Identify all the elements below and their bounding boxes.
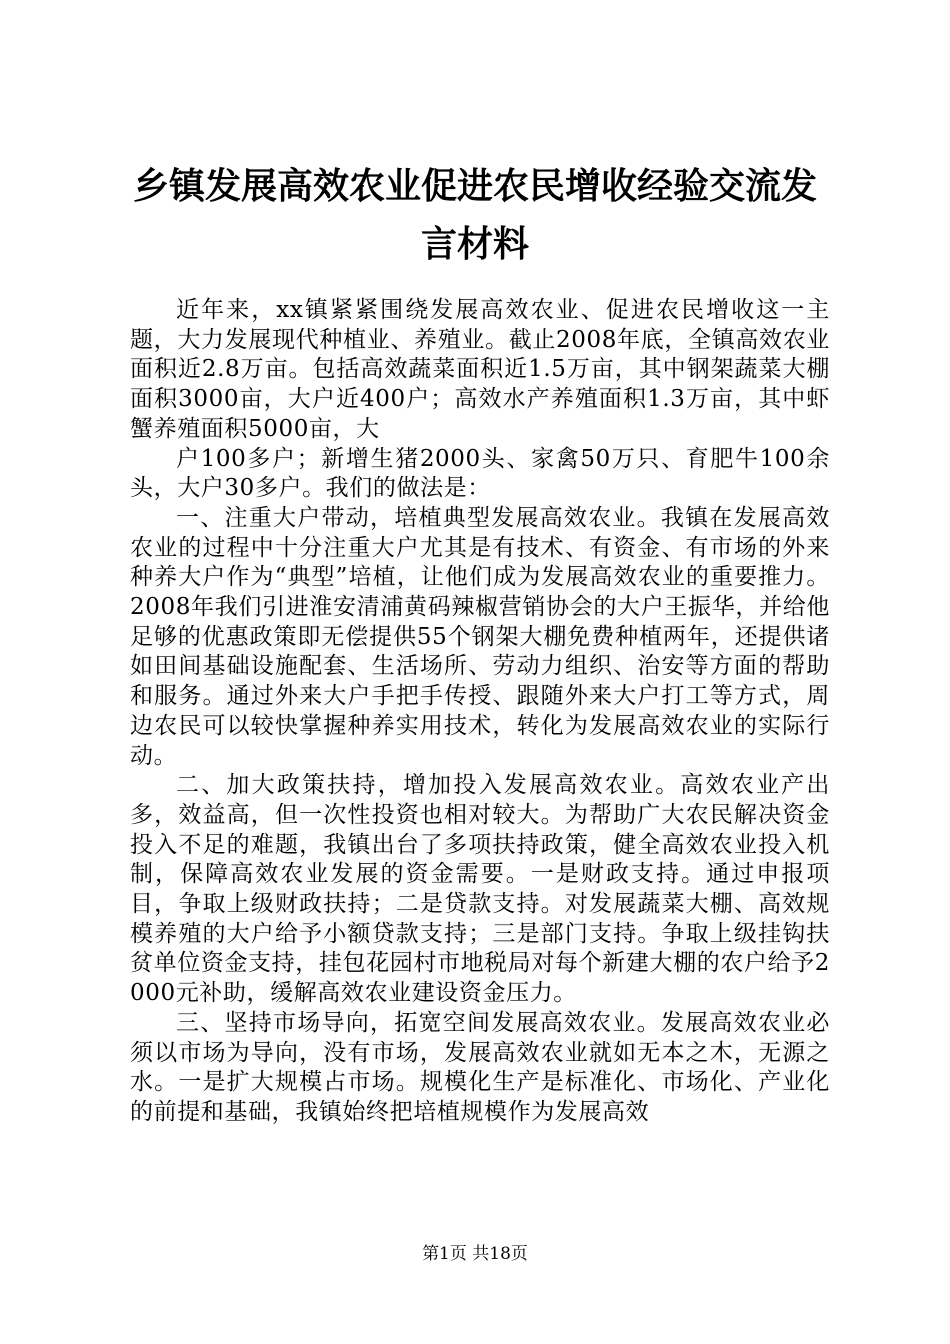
document-title: 乡镇发展高效农业促进农民增收经验交流发言材料 — [132, 166, 817, 265]
page-number-footer: 第1页 共18页 — [422, 1244, 528, 1264]
paragraph-2: 户100多户；新增生猪2000头、家禽50万只、育肥牛100余头，大户30多户。我们的做法是： — [130, 445, 830, 502]
paragraph-4: 二、加大政策扶持，增加投入发展高效农业。高效农业产出多，效益高，但一次性投资也相对较大。为帮助广大农民解决资金投入不足的难题，我镇出台了多项扶持政策，健全高效农业投入机制，保障高效农业发展的资金需要。一是财政支持。通过申报项目，争取上级财政扶持；二是贷款支持。对发展蔬菜大棚、高效规模养殖的大户给予小额贷款支持；三是部门支持。争取上级挂钩扶贫单位资金支持，挂包花园村市地税局对每个新建大棚的农户给予2000元补助，缓解高效农业建设资金压力。 — [130, 772, 830, 1007]
paragraph-5: 三、坚持市场导向，拓宽空间发展高效农业。发展高效农业必须以市场为导向，没有市场，发展高效农业就如无本之木，无源之水。一是扩大规模占市场。规模化生产是标准化、市场化、产业化的前提和基础，我镇始终把培植规模作为发展高效 — [130, 1009, 830, 1125]
paragraph-3: 一、注重大户带动，培植典型发展高效农业。我镇在发展高效农业的过程中十分注重大户尤其是有技术、有资金、有市场的外来种养大户作为“典型”培植，让他们成为发展高效农业的重要推力。2008年我们引进淮安清浦黄码辣椒营销协会的大户王振华，并给他足够的优惠政策即无偿提供55个钢架大棚免费种植两年，还提供诸如田间基础设施配套、生活场所、劳动力组织、治安等方面的帮助和服务。通过外来大户手把手传授、跟随外来大户打工等方式，周边农民可以较快掌握种养实用技术，转化为发展高效农业的实际行动。 — [130, 504, 830, 769]
paragraph-1: 近年来，xx镇紧紧围绕发展高效农业、促进农民增收这一主题，大力发展现代种植业、养殖业。截止2008年底，全镇高效农业面积近2.8万亩。包括高效蔬菜面积近1.5万亩，其中钢架蔬菜大棚面积3000亩，大户近400户；高效水产养殖面积1.3万亩，其中虾蟹养殖面积5000亩，大 — [130, 297, 830, 442]
document-body — [130, 296, 830, 1128]
